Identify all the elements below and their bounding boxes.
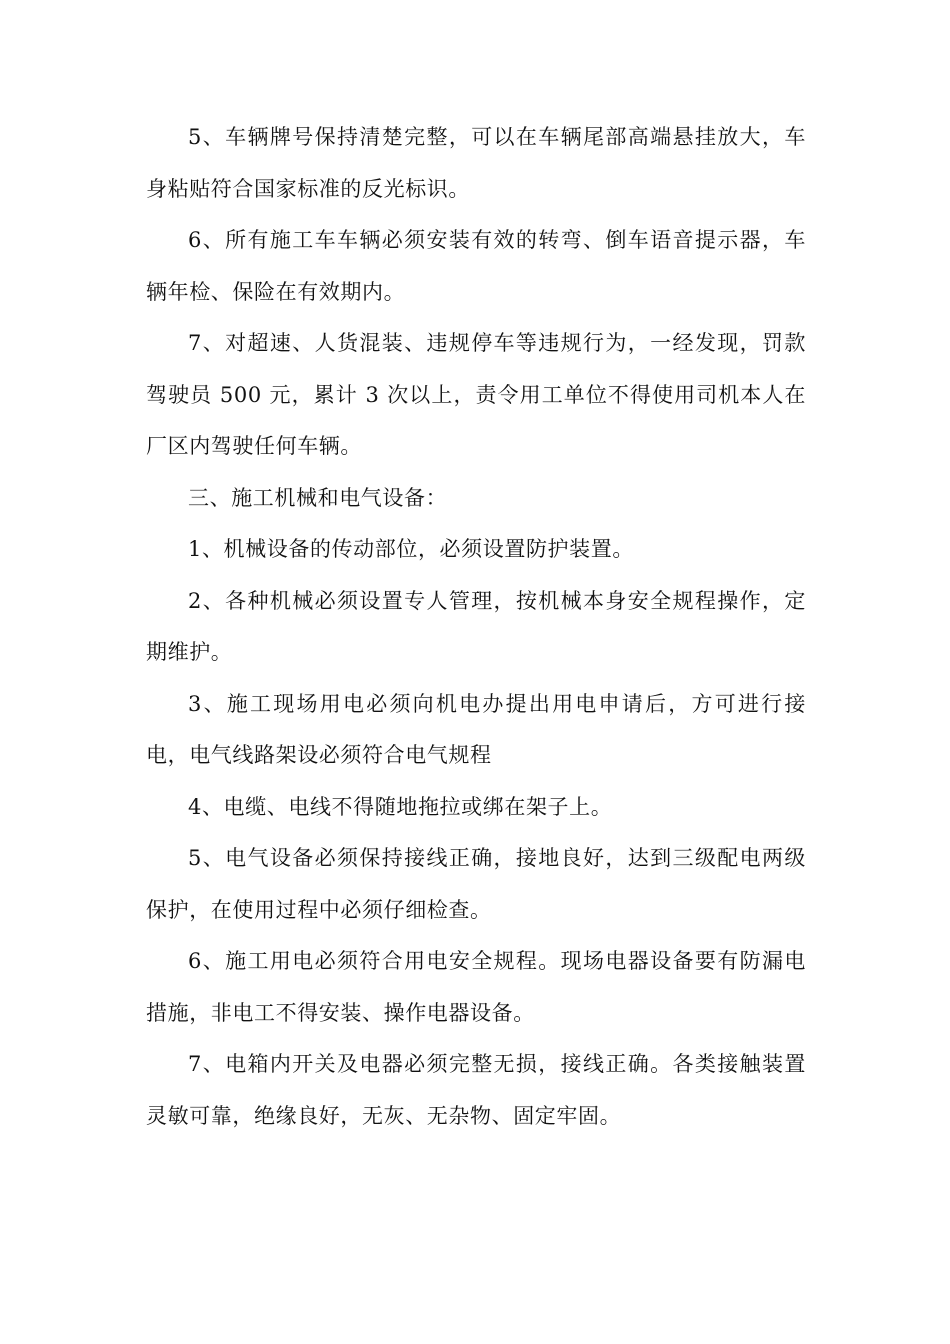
paragraph-power-application: 3、施工现场用电必须向机电办提出用电申请后，方可进行接电，电气线路架设必须符合电气规程	[146, 691, 806, 767]
paragraph-vehicle-plate: 5、车辆牌号保持清楚完整，可以在车辆尾部高端悬挂放大，车身粘贴符合国家标准的反光标识。	[146, 125, 806, 201]
paragraph-grounding: 5、电气设备必须保持接线正确，接地良好，达到三级配电两级保护，在使用过程中必须仔细检查。	[146, 846, 806, 922]
section-heading-machinery: 三、施工机械和电气设备：	[188, 485, 448, 510]
document-body	[146, 112, 806, 1142]
paragraph-vehicle-alarm: 6、所有施工车车辆必须安装有效的转弯、倒车语音提示器，车辆年检、保险在有效期内。	[146, 228, 806, 304]
paragraph-electric-safety: 6、施工用电必须符合用电安全规程。现场电器设备要有防漏电措施，非电工不得安装、操作电器设备。	[146, 949, 806, 1025]
paragraph-electric-box: 7、电箱内开关及电器必须完整无损，接线正确。各类接触装置灵敏可靠，绝缘良好，无灰、无杂物、固定牢固。	[146, 1052, 806, 1128]
paragraph-violation-penalty: 7、对超速、人货混装、违规停车等违规行为，一经发现，罚款驾驶员 500 元，累计 3 次以上，责令用工单位不得使用司机本人在厂区内驾驶任何车辆。	[146, 331, 806, 458]
paragraph-machine-management: 2、各种机械必须设置专人管理，按机械本身安全规程操作，定期维护。	[146, 588, 806, 664]
paragraph-guard-device: 1、机械设备的传动部位，必须设置防护装置。	[188, 537, 634, 561]
paragraph-cable-rule: 4、电缆、电线不得随地拖拉或绑在架子上。	[188, 794, 613, 819]
